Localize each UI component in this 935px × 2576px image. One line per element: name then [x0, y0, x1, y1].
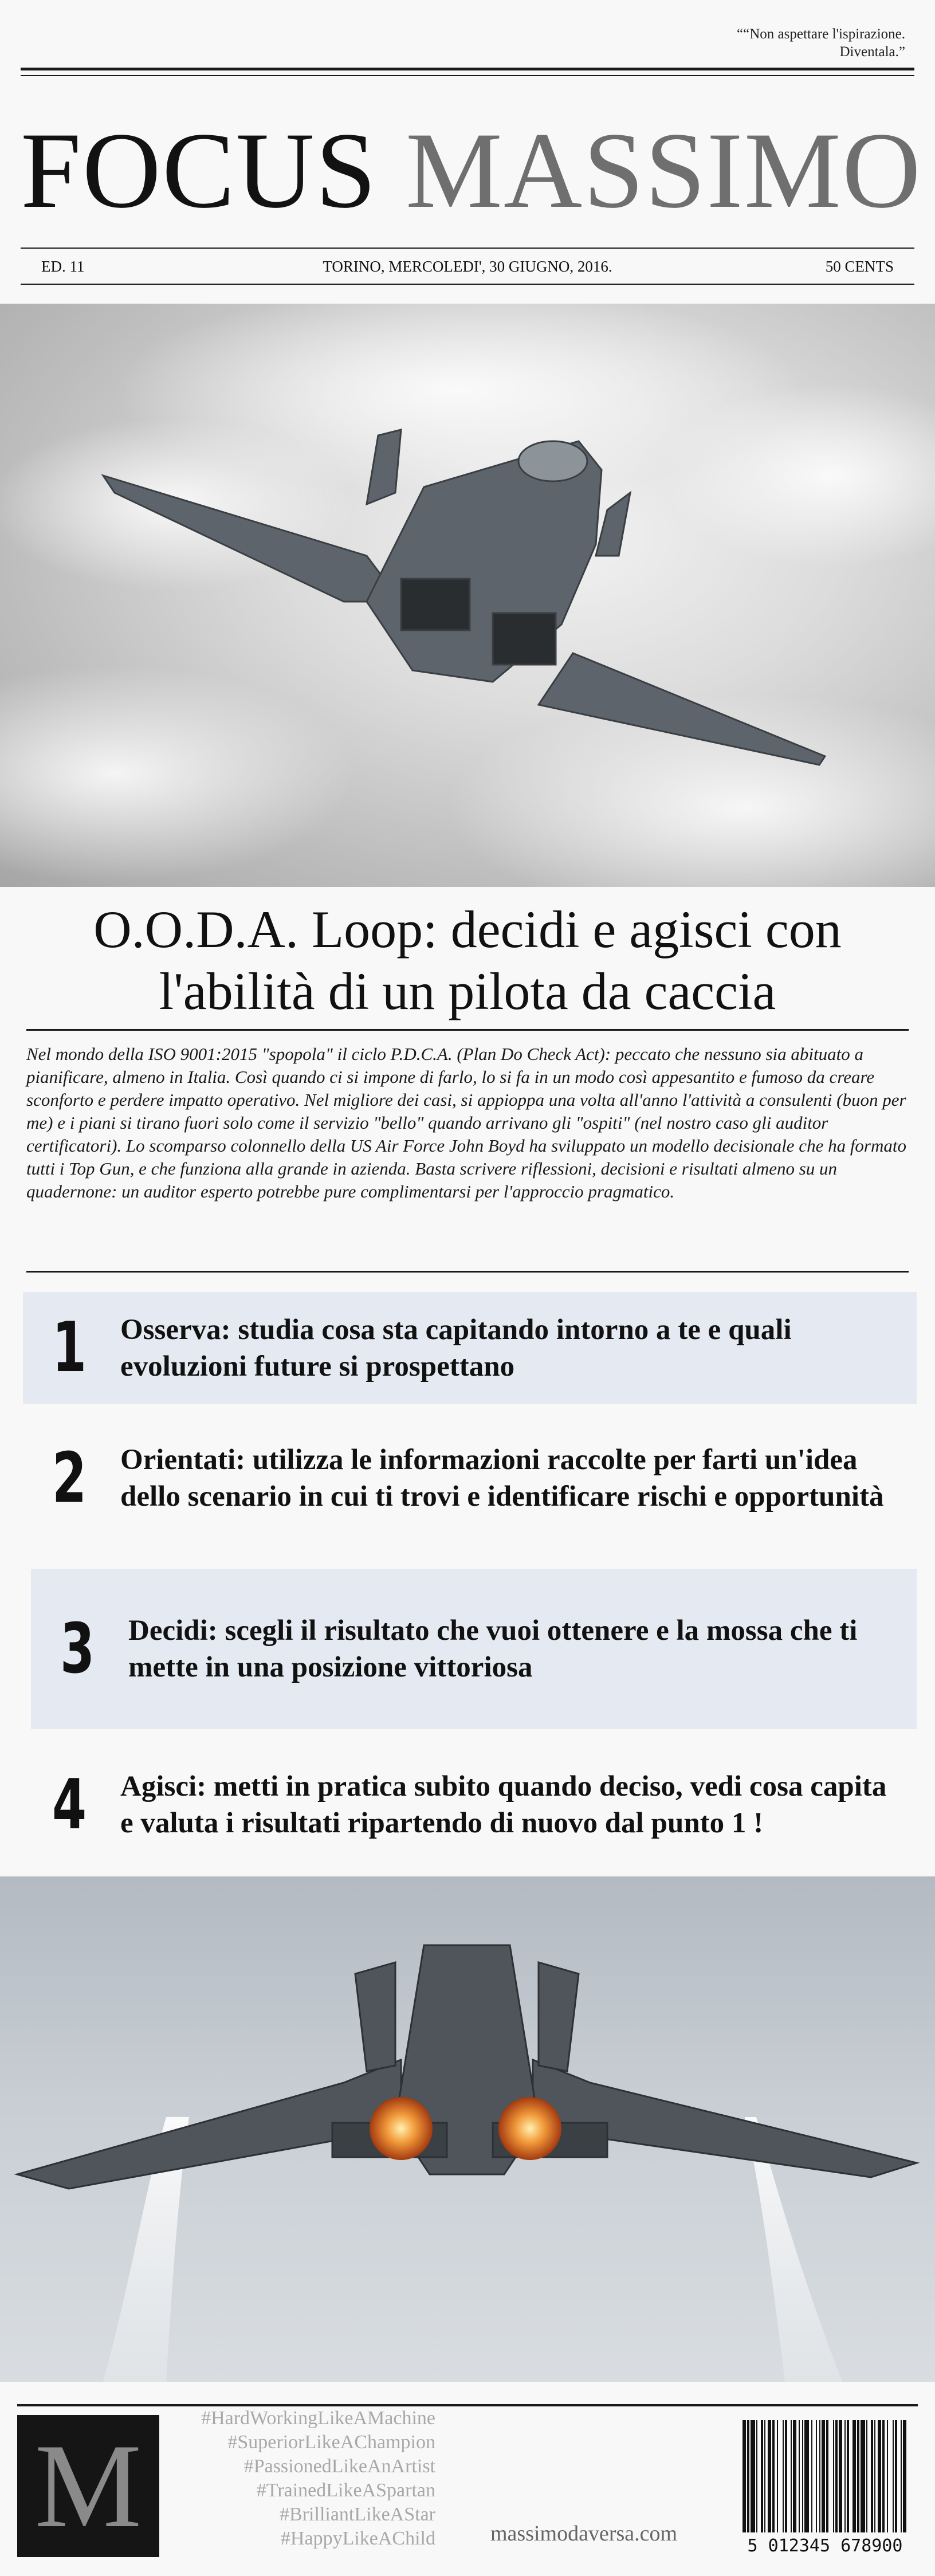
step-text-1: Osserva: studia cosa sta capitando intorno a te e quali evoluzioni future si prospettano — [120, 1313, 792, 1383]
article-headline — [0, 898, 935, 1022]
headline-line-2: l'abilità di un pilota da caccia — [159, 962, 776, 1020]
barcode — [739, 2420, 911, 2558]
hashtag-item: #TrainedLikeASpartan — [256, 2480, 435, 2501]
barcode-bar — [835, 2420, 838, 2532]
hashtag-item: #HardWorkingLikeAMachine — [201, 2408, 435, 2429]
step-3 — [31, 1569, 917, 1729]
barcode-bar — [799, 2420, 800, 2532]
jet-above-clouds-photo — [0, 304, 935, 887]
top-rule — [21, 68, 914, 70]
barcode-bar — [772, 2420, 775, 2532]
barcode-digits: 5 012345 678900 — [747, 2536, 903, 2556]
barcode-bar — [768, 2420, 771, 2532]
hashtag-item: #BrilliantLikeAStar — [280, 2504, 435, 2525]
barcode-bar — [793, 2420, 796, 2532]
step-text-3: Decidi: scegli il risultato che vuoi ottenere e la mossa che ti mette in una posizione vittoriosa — [128, 1615, 858, 1683]
step-text-2: Orientati: utilizza le informazioni raccolte per farti un'idea dello scenario in cui ti trovi e identificare rischi e opportunità — [120, 1444, 884, 1513]
barcode-bar — [866, 2420, 867, 2532]
quote-line-1: ““Non aspettare l'ispirazione. — [737, 26, 905, 42]
edition-bar — [21, 252, 914, 281]
edition-rule-top — [21, 248, 914, 249]
barcode-bar — [857, 2420, 859, 2532]
barcode-bar — [847, 2420, 849, 2532]
barcode-bar — [871, 2420, 873, 2532]
barcode-bar — [839, 2420, 842, 2532]
step-number-4: 4 — [52, 1765, 87, 1845]
masthead-massimo: MASSIMO — [406, 111, 922, 231]
barcode-bar — [761, 2420, 763, 2532]
step-number-2: 2 — [52, 1438, 87, 1518]
barcode-bar — [811, 2420, 812, 2532]
barcode-bar — [756, 2420, 757, 2532]
barcode-bar — [901, 2420, 902, 2532]
hashtag-item: #SuperiorLikeAChampion — [227, 2432, 435, 2453]
edition-price: 50 CENTS — [825, 258, 894, 275]
article-intro: Nel mondo della ISO 9001:2015 "spopola" il ciclo P.D.C.A. (Plan Do Check Act): peccato che nessuno sia abituato a pianificare, almeno in Italia. Così quando ci si impone di farlo, lo si fa in un modo così appesantito e fumoso da creare sconforto e perdere impatto operativo. Nel migliore dei casi, si appioppa una volta all'anno l'attività a consulenti (buon per me) e i piani si tirano fuori solo come il servizio "bello" quando arrivano gli "ospiti" (nel nostro caso gli auditor certificatori). Lo scomparso colonnello della US Air Force John Boyd ha sviluppato un modello decisionale che ha formato tutti i Top Gun, e che funziona alla grande in azienda. Basta scrivere riflessioni, decisioni e risultati almeno su un quadernone: un auditor esperto potrebbe pure complimentarsi per l'approccio pragmatico. — [26, 1044, 906, 1201]
barcode-bars — [739, 2420, 911, 2535]
barcode-bar — [764, 2420, 765, 2532]
logo-letter: M — [34, 2420, 142, 2553]
barcode-bar — [804, 2420, 809, 2532]
barcode-bar — [777, 2420, 778, 2532]
barcode-bar — [895, 2420, 897, 2532]
barcode-bar — [852, 2420, 856, 2532]
website-link[interactable]: massimodaversa.com — [490, 2522, 678, 2546]
masthead-focus: FOCUS — [21, 111, 378, 231]
barcode-bar — [833, 2420, 834, 2532]
hashtag-item: #HappyLikeAChild — [280, 2528, 435, 2549]
barcode-bar — [822, 2420, 825, 2532]
barcode-bar — [878, 2420, 881, 2532]
hashtag-item: #PassionedLikeAnArtist — [243, 2456, 435, 2477]
barcode-bar — [882, 2420, 885, 2532]
top-rule-thin — [21, 75, 914, 76]
step-text-4: Agisci: metti in pratica subito quando deciso, vedi cosa capita e valuta i risultati ripartendo di nuovo dal punto 1 ! — [120, 1770, 887, 1839]
footer-rule — [17, 2404, 918, 2406]
barcode-bar — [802, 2420, 803, 2532]
barcode-bar — [816, 2420, 817, 2532]
edition-number: ED. 11 — [41, 258, 85, 275]
headline-line-1: O.O.D.A. Loop: decidi e agisci con — [93, 900, 842, 959]
headline-rule — [26, 1029, 909, 1031]
header-quote — [665, 25, 905, 61]
step-1 — [23, 1292, 917, 1404]
step-2 — [23, 1409, 917, 1547]
barcode-bar — [742, 2420, 746, 2532]
hashtag-list — [160, 2406, 435, 2551]
barcode-bar — [751, 2420, 755, 2532]
step-4 — [23, 1739, 917, 1871]
barcode-bar — [826, 2420, 828, 2532]
edition-place-date: TORINO, MERCOLEDI', 30 GIUGNO, 2016. — [323, 258, 612, 275]
barcode-bar — [747, 2420, 749, 2532]
masthead — [21, 108, 922, 234]
logo — [17, 2415, 159, 2557]
quote-line-2: Diventala.” — [839, 44, 905, 60]
step-number-1: 1 — [52, 1308, 87, 1388]
barcode-bar — [874, 2420, 875, 2532]
barcode-bar — [861, 2420, 865, 2532]
barcode-bar — [783, 2420, 784, 2532]
barcode-bar — [893, 2420, 894, 2532]
step-number-3: 3 — [60, 1609, 95, 1689]
barcode-bar — [887, 2420, 888, 2532]
jet-afterburner-photo — [0, 1876, 935, 2382]
intro-rule — [26, 1271, 909, 1273]
barcode-bar — [844, 2420, 846, 2532]
barcode-bar — [785, 2420, 787, 2532]
barcode-bar — [819, 2420, 820, 2532]
barcode-bar — [791, 2420, 792, 2532]
barcode-bar — [903, 2420, 906, 2532]
edition-rule-bottom — [21, 284, 914, 285]
